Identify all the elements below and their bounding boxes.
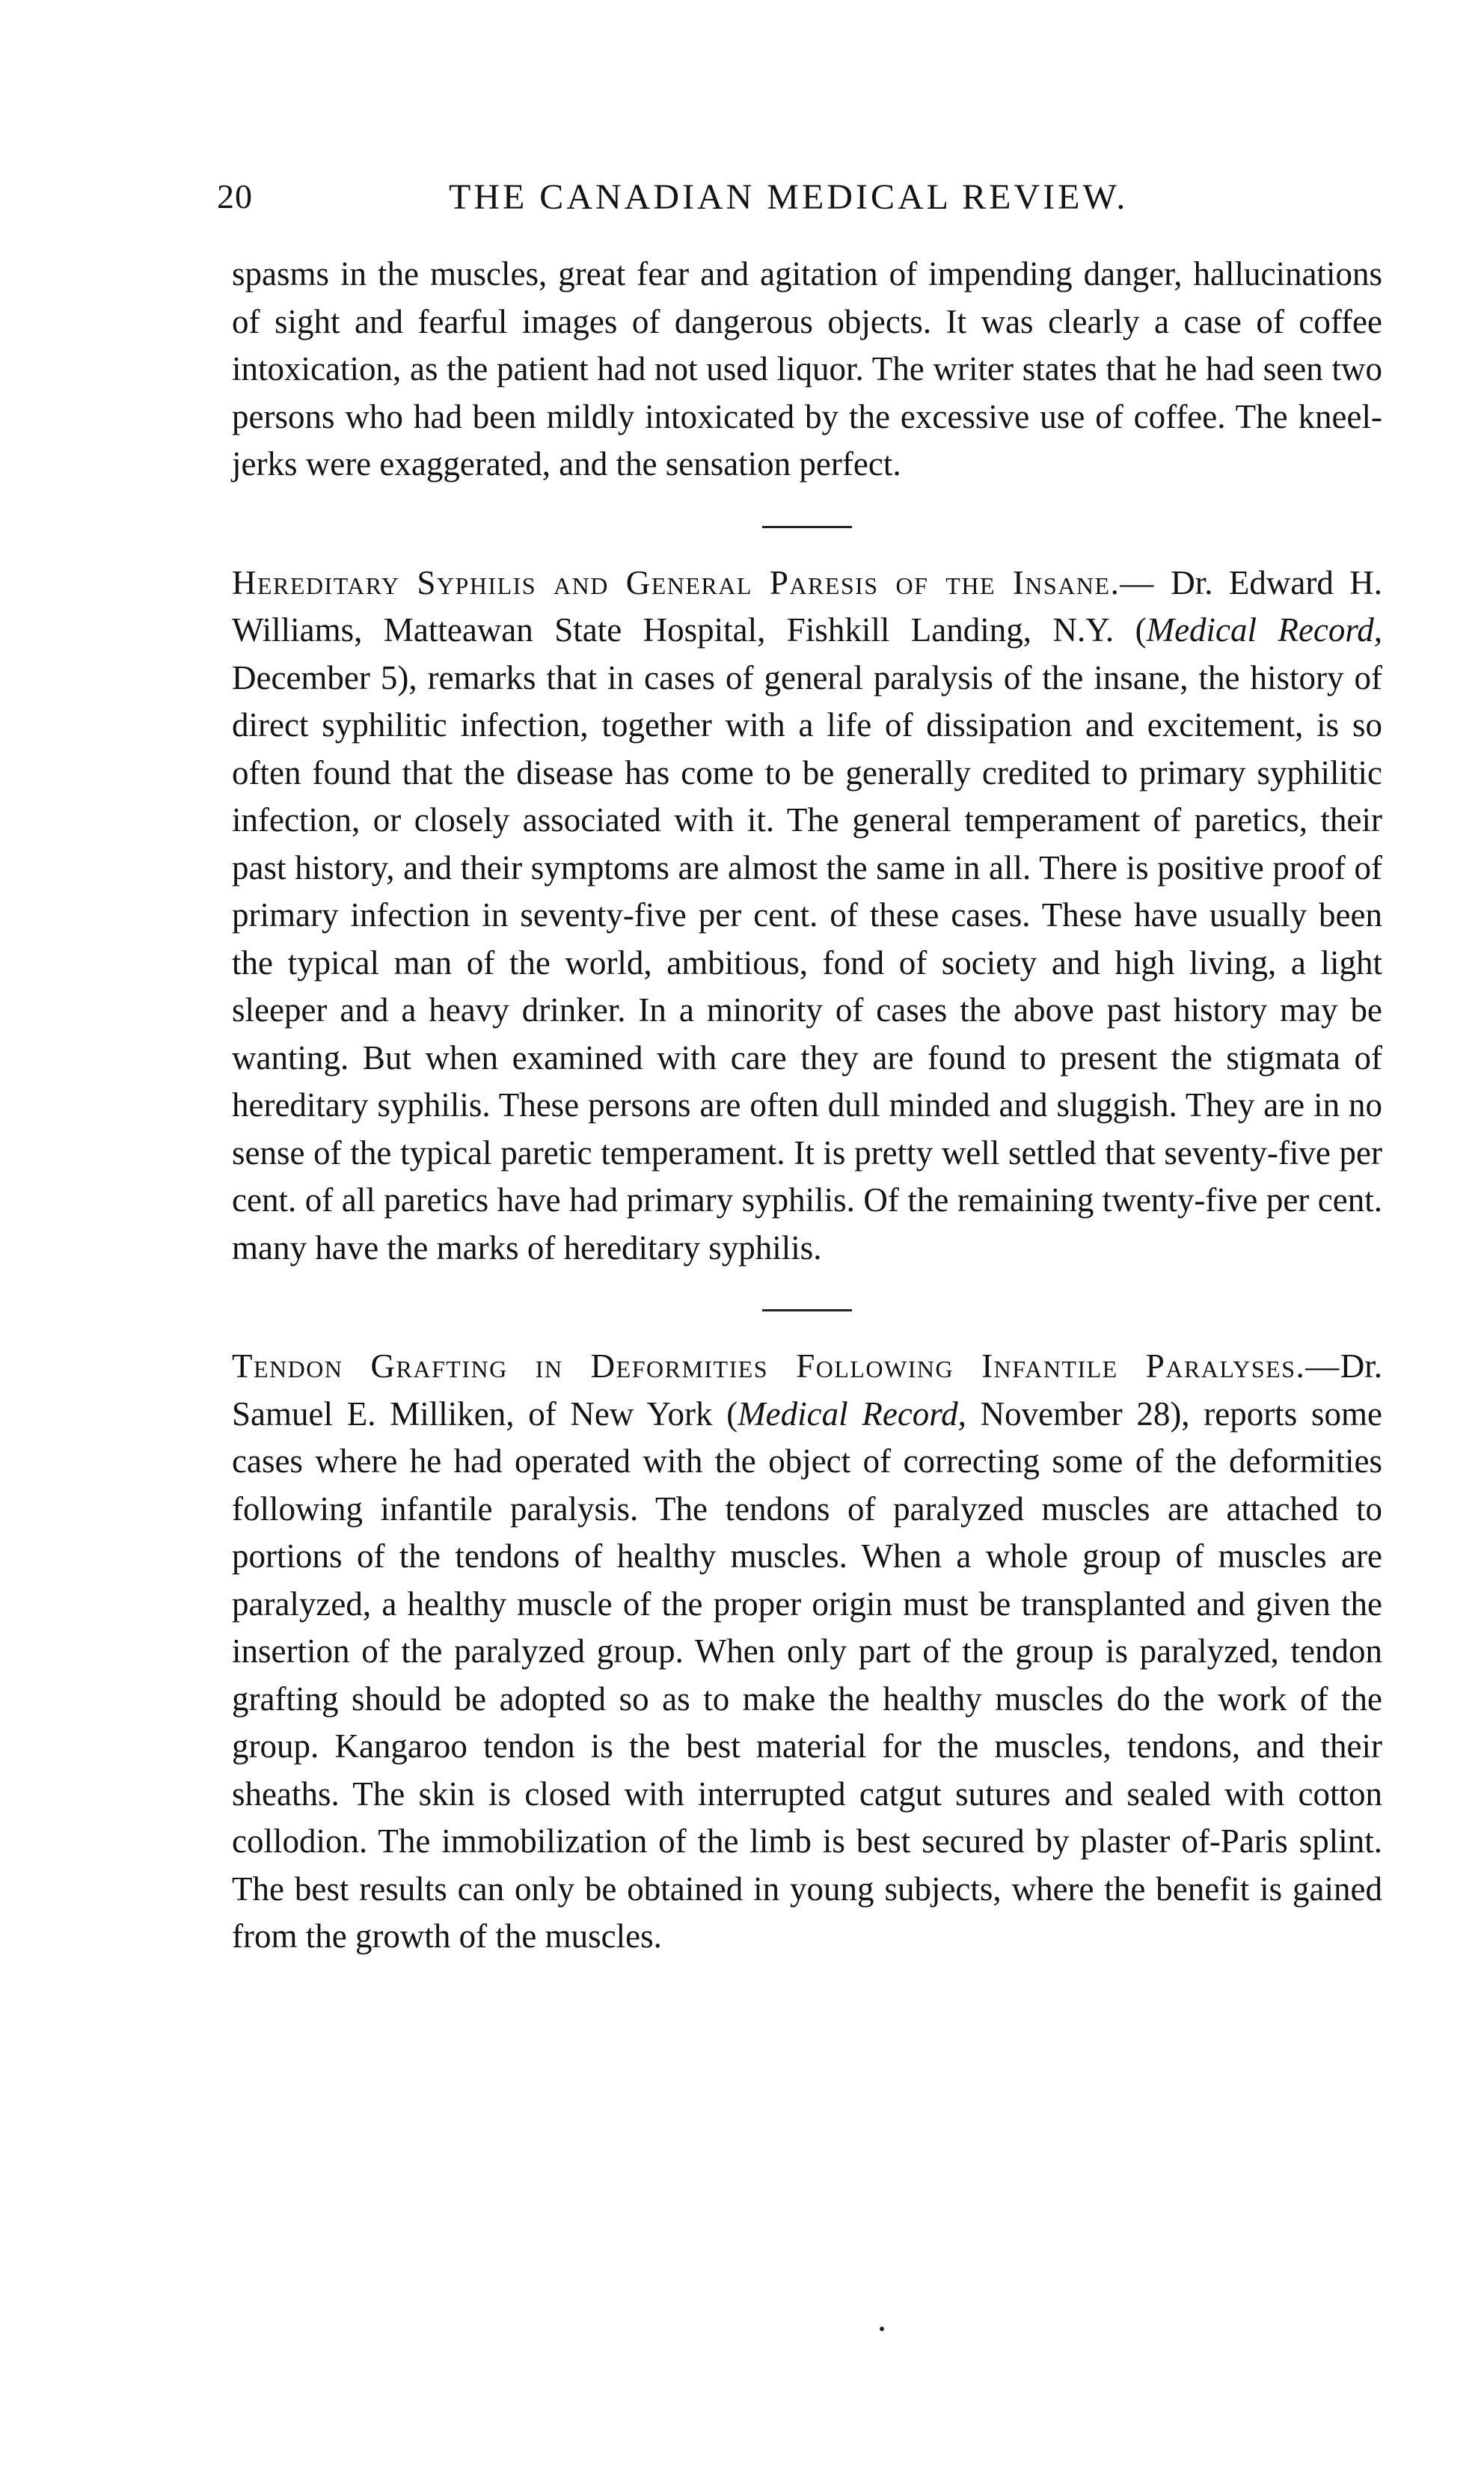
journal-title: THE CANADIAN MEDICAL REVIEW.	[449, 177, 1129, 217]
ink-speck	[880, 2327, 884, 2331]
text-column	[232, 251, 1382, 1961]
article-heading: Tendon Grafting in Deformities Following Infantile Paralyses.—	[232, 1347, 1340, 1385]
article-hereditary-syphilis	[232, 560, 1382, 1273]
article-lead: Dr. Samuel E. Milliken, of New York (	[232, 1347, 1382, 1433]
article-tendon-grafting	[232, 1343, 1382, 1961]
article-lead: Dr. Edward H. Williams, Matteawan State Hospital, Fishkill Landing, N.Y. (	[232, 563, 1382, 649]
article-heading: Hereditary Syphilis and General Paresis of the Insane.—	[232, 563, 1155, 601]
section-divider	[762, 1309, 852, 1311]
citation: Medical Record,	[738, 1394, 966, 1433]
citation: Medical Record,	[1146, 611, 1382, 649]
article-body: November 28), reports some cases where he had operated with the object of correcting some of the deformities following infantile paralysis. The tendons of paralyzed muscles are attached to portions of the tendons of healthy muscles. When a whole group of muscles are paralyzed, a healthy muscle of the proper origin must be transplanted and given the insertion of the paralyzed group. When only part of the group is paralyzed, tendon grafting should be adopted so as to make the healthy muscles do the work of the group. Kangaroo tendon is the best material for the muscles, tendons, and their sheaths. The skin is closed with interrupted catgut sutures and sealed with cotton collodion. The immobilization of the limb is best secured by plaster of-Paris splint. The best results can only be obtained in young subjects, where the benefit is gained from the growth of the muscles.	[232, 1394, 1382, 1955]
continuation-paragraph: spasms in the muscles, great fear and agitation of impending danger, hallucinations of sight and fearful images of dangerous objects. It was clearly a case of coffee intoxication, as the patient had not used liquor. The writer states that he had seen two persons who had been mildly intoxicated by the excessive use of coffee. The kneel-jerks were exaggerated, and the sensation perfect.	[232, 255, 1382, 483]
section-divider	[762, 526, 852, 528]
page-number: 20	[217, 177, 253, 215]
running-head	[217, 177, 1212, 221]
article-body: December 5), remarks that in cases of general paralysis of the insane, the history of direct syphilitic infection, together with a life of dissipation and excitement, is so often found that the disease has come to be generally credited to primary syphilitic infection, or closely associated with it. The general temperament of paretics, their past history, and their symptoms are almost the same in all. There is positive proof of primary infection in seventy-five per cent. of these cases. These have usually been the typical man of the world, ambitious, fond of society and high living, a light sleeper and a heavy drinker. In a minority of cases the above past history may be wanting. But when examined with care they are found to present the stigmata of hereditary syphilis. These persons are often dull minded and sluggish. They are in no sense of the typical paretic temperament. It is pretty well settled that seventy-five per cent. of all paretics have had primary syphilis. Of the remaining twenty-five per cent. many have the marks of hereditary syphilis.	[232, 658, 1382, 1267]
